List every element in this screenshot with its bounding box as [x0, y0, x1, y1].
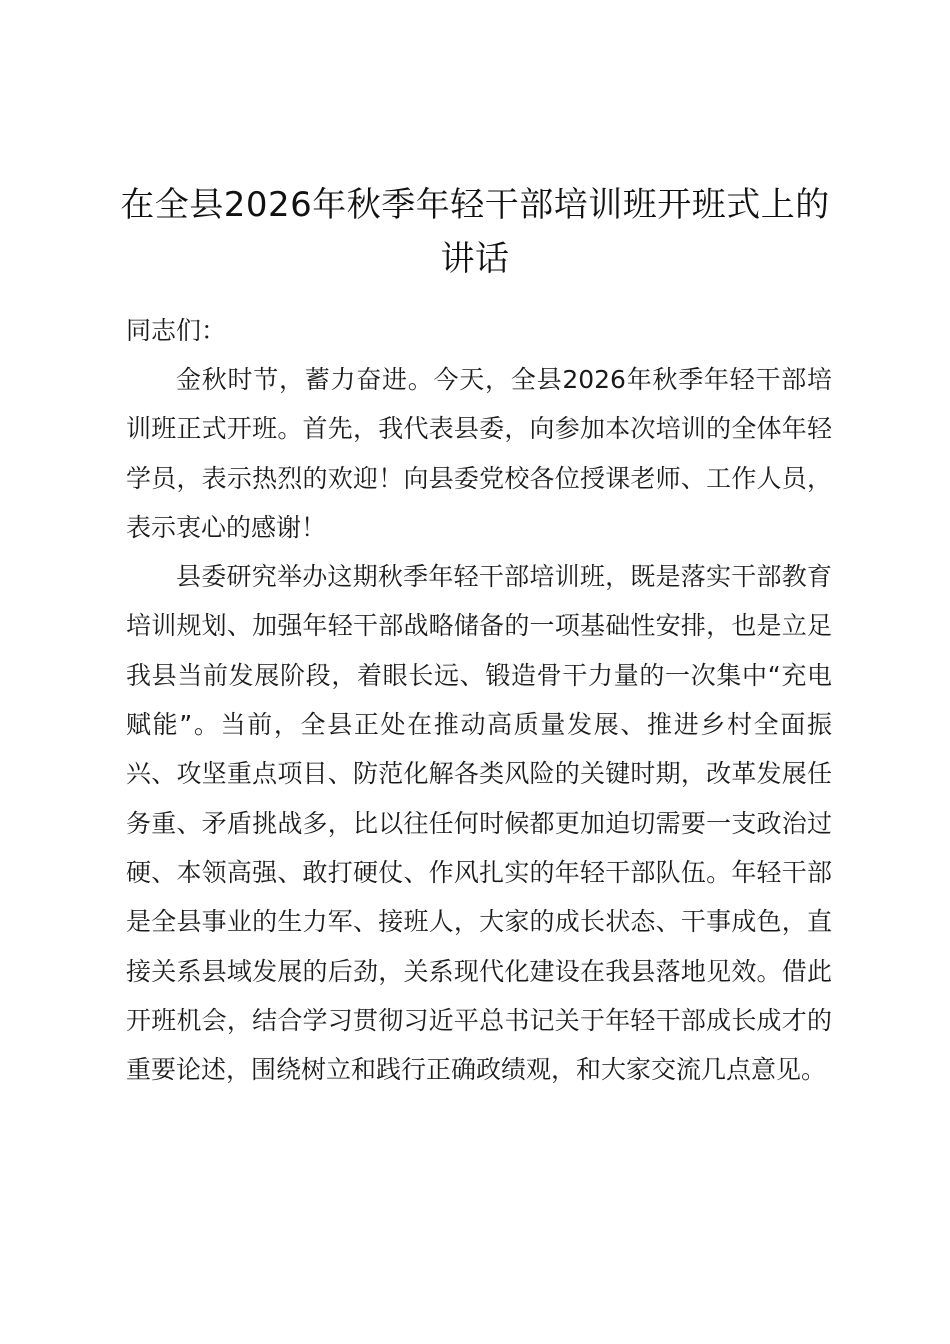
salutation: 同志们：	[126, 316, 227, 345]
document-title: 在全县2026年秋季年轻干部培训班开班式上的讲话	[120, 185, 830, 279]
paragraph-2: 县委研究举办这期秋季年轻干部培训班，既是落实干部教育培训规划、加强年轻干部战略储备的一项基础性安排，也是立足我县当前发展阶段，着眼长远、锻造骨干力量的一次集中“充电赋能”。当前，全县正处在推动高质量发展、推进乡村全面振兴、攻坚重点项目、防范化解各类风险的关键时期，改革发展任务重、矛盾挑战多，比以往任何时候都更加迫切需要一支政治过硬、本领高强、敢打硬仗、作风扎实的年轻干部队伍。年轻干部是全县事业的生力军、接班人，大家的成长状态、干事成色，直接关系县域发展的后劲，关系现代化建设在我县落地见效。借此开班机会，结合学习贯彻习近平总书记关于年轻干部成长成才的重要论述，围绕树立和践行正确政绩观，和大家交流几点意见。	[126, 562, 832, 1085]
document-body	[126, 306, 832, 1094]
paragraph-1: 金秋时节，蓄力奋进。今天，全县2026年秋季年轻干部培训班正式开班。首先，我代表县委，向参加本次培训的全体年轻学员，表示热烈的欢迎！向县委党校各位授课老师、工作人员，表示衷心的感谢！	[126, 365, 832, 542]
